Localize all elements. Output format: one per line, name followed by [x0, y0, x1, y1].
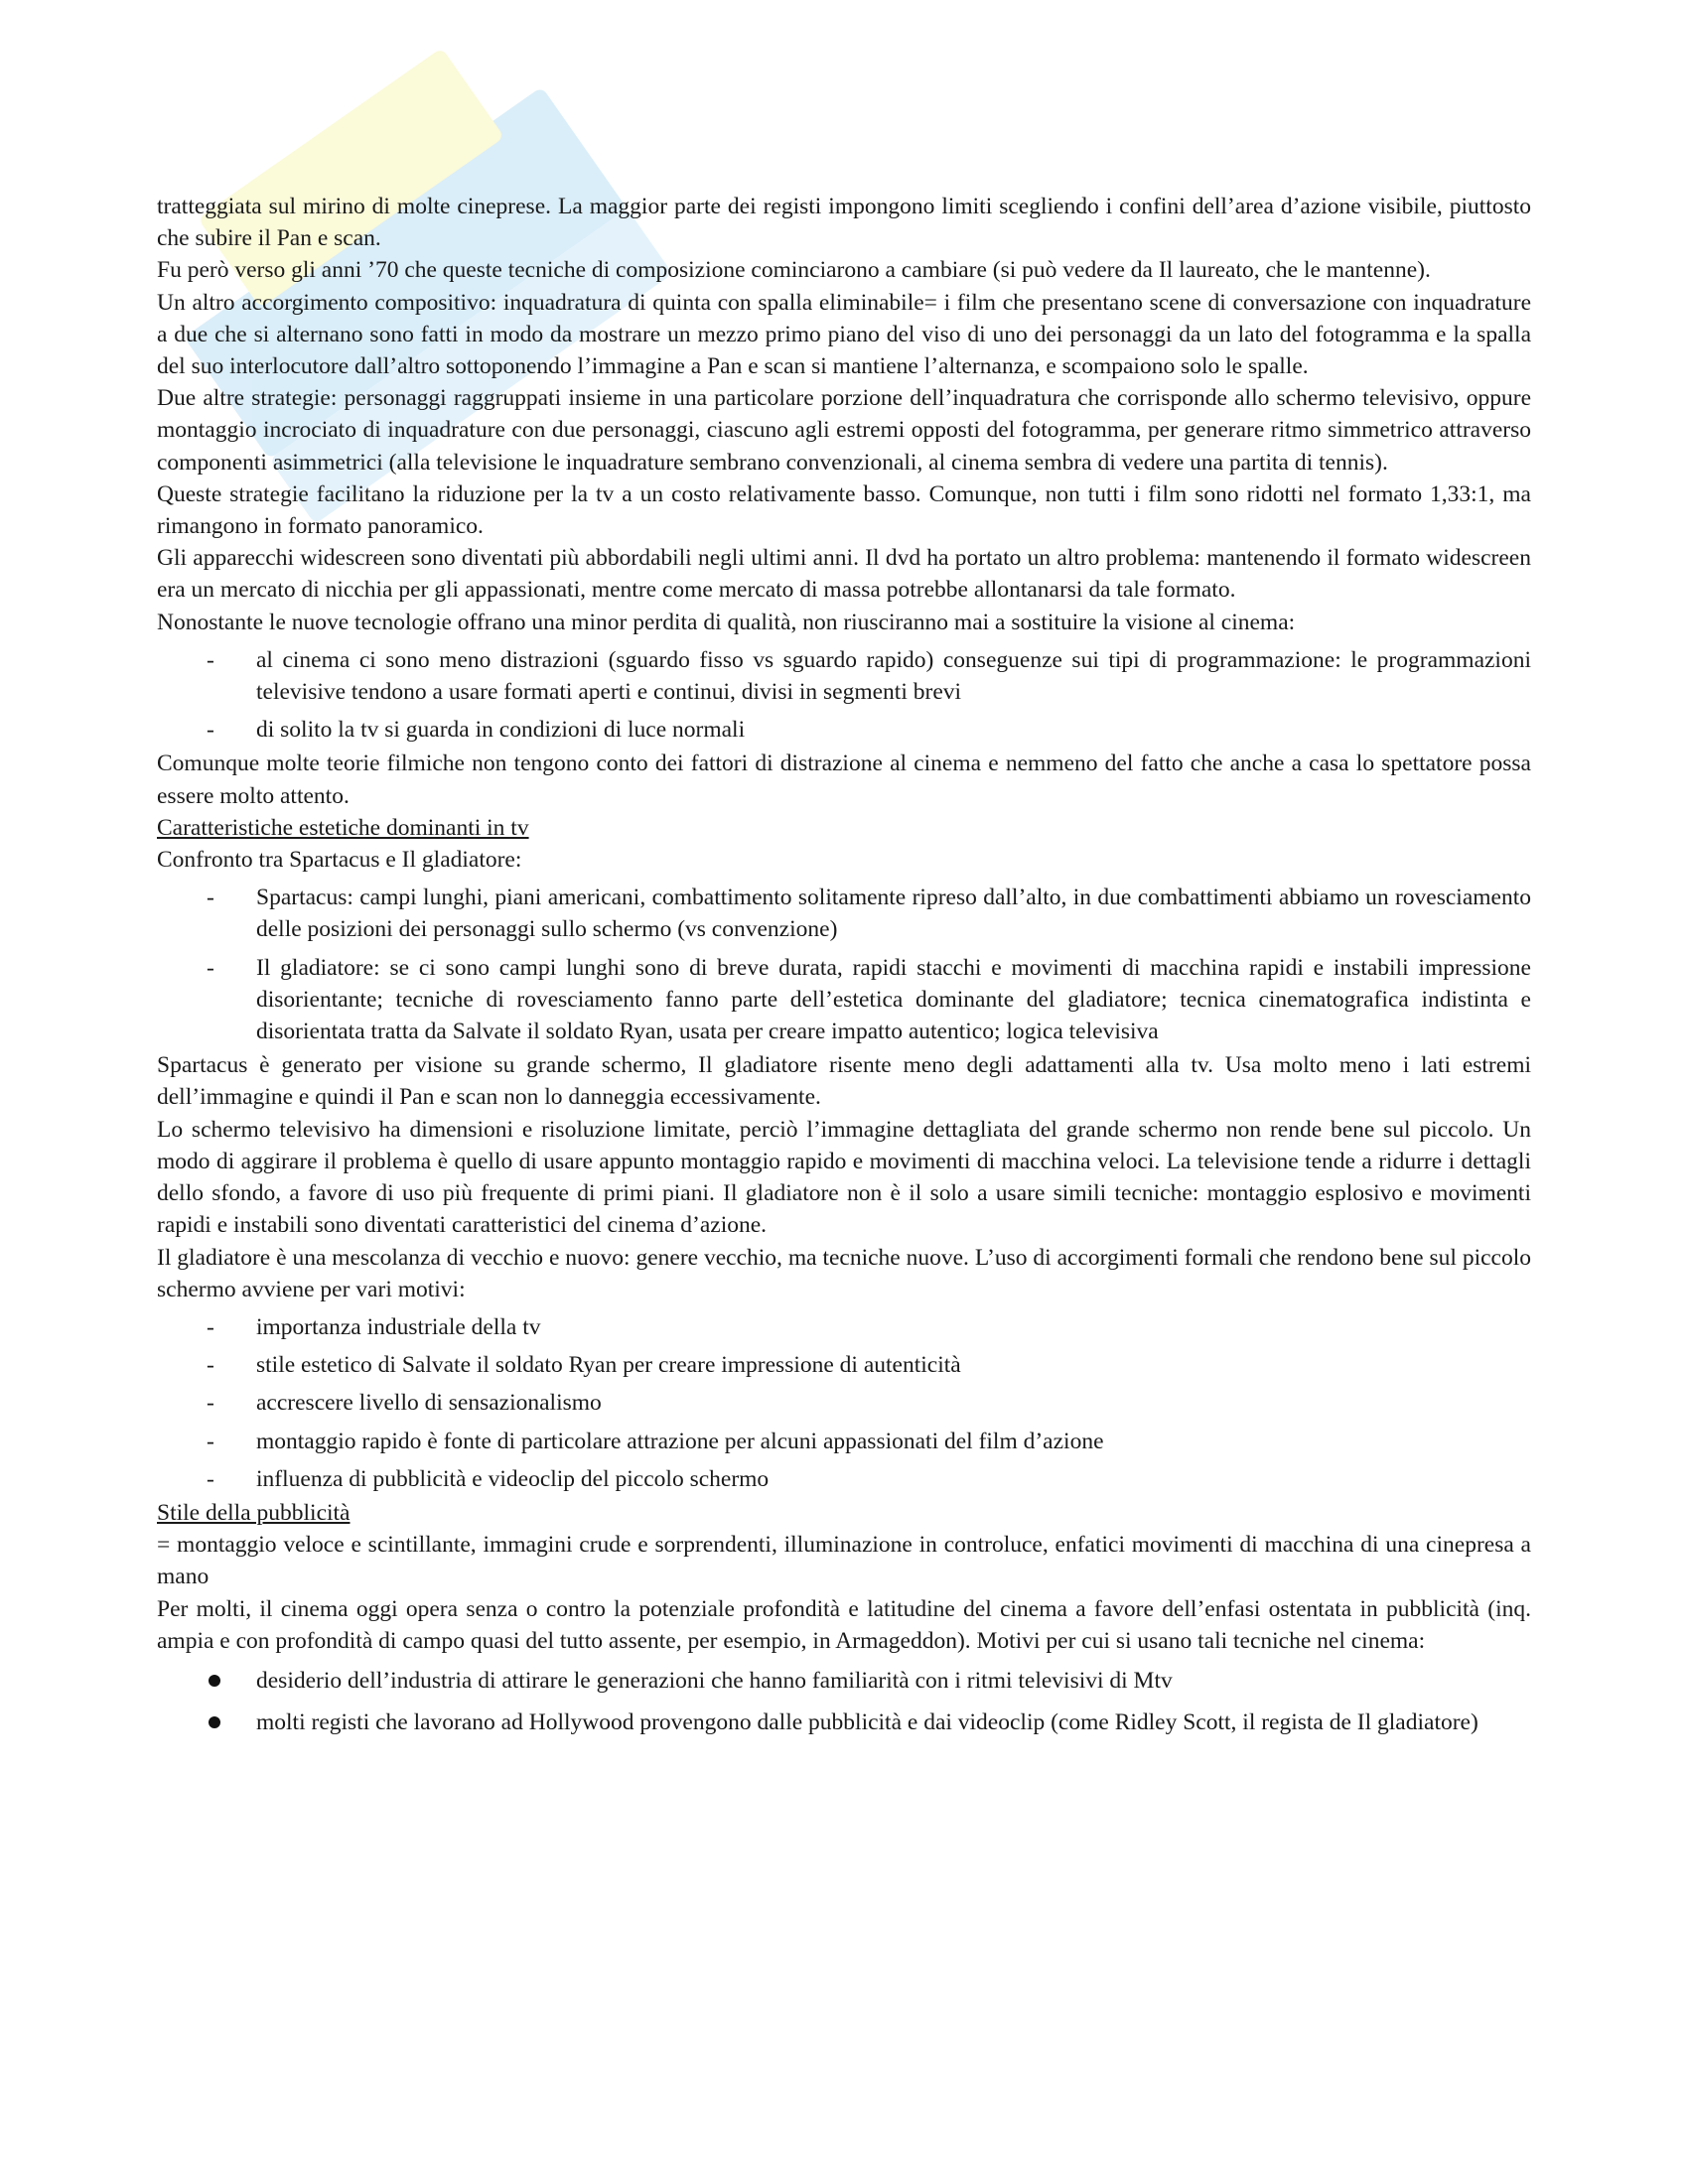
- paragraph: = montaggio veloce e scintillante, immagini crude e sorprendenti, illuminazione in controluce, enfatici movimenti di macchina di una cinepresa a mano: [157, 1532, 1531, 1590]
- list-item-text: stile estetico di Salvate il soldato Ryan per creare impressione di autenticità: [256, 1352, 961, 1379]
- paragraph: Due altre strategie: personaggi raggruppati insieme in una particolare porzione dell’inquadratura che corrisponde allo schermo televisivo, oppure montaggio incrociato di inquadrature con due personaggi, ciascuno agli estremi opposti del fotogramma, per generare ritmo simmetrico attraverso componenti asimmetrici (alla televisione le inquadrature sembrano convenzionali, al cinema sembra di vedere una partita di tennis).: [157, 385, 1531, 476]
- paragraph: Per molti, il cinema oggi opera senza o contro la potenziale profondità e latitudine del cinema a favore dell’enfasi ostentata in pubblicità (inq. ampia e con profondità di campo quasi del tutto assente, per esempio, in Armageddon). Motivi per cui si usano tali tecniche nel cinema:: [157, 1595, 1531, 1654]
- list-item-text: desiderio dell’industria di attirare le generazioni che hanno familiarità con i ritmi televisivi di Mtv: [256, 1667, 1173, 1694]
- dash-marker: [207, 882, 236, 913]
- list-item: [157, 952, 1531, 1048]
- paragraph: Confronto tra Spartacus e Il gladiatore:: [157, 847, 522, 874]
- list-item: [157, 1706, 1531, 1738]
- list-item-text: importanza industriale della tv: [256, 1313, 541, 1340]
- dash-list: [157, 1311, 1531, 1495]
- list-item-text: Spartacus: campi lunghi, piani americani, combattimento solitamente ripreso dall’alto, in due combattimenti abbiamo un rovesciamento delle posizioni dei personaggi sullo schermo (vs convenzione): [256, 885, 1531, 943]
- dash-list: [157, 882, 1531, 1047]
- list-item-text: montaggio rapido è fonte di particolare attrazione per alcuni appassionati del film d’azione: [256, 1428, 1104, 1454]
- paragraph: tratteggiata sul mirino di molte cineprese. La maggior parte dei registi impongono limiti scegliendo i confini dell’area d’azione visibile, piuttosto che subire il Pan e scan.: [157, 194, 1531, 252]
- paragraph: Queste strategie facilitano la riduzione per la tv a un costo relativamente basso. Comunque, non tutti i film sono ridotti nel formato 1,33:1, ma rimangono in formato panoramico.: [157, 480, 1531, 540]
- dash-marker: [207, 714, 236, 746]
- document-page: [157, 191, 1531, 1748]
- dash-marker: [207, 1311, 236, 1343]
- list-item: [157, 1426, 1531, 1457]
- paragraph: Un altro accorgimento compositivo: inquadratura di quinta con spalla eliminabile= i film che presentano scene di conversazione con inquadrature a due che si alternano sono fatti in modo da mostrare un mezzo primo piano del viso di uno dei personaggi da un lato del fotogramma e la spalla del suo interlocutore dall’altro sottoponendo l’immagine a Pan e scan si mantiene l’alternanza, e scompaiono solo le spalle.: [157, 289, 1531, 380]
- list-item: [157, 714, 1531, 746]
- list-item: [157, 1387, 1531, 1419]
- dash-marker: [207, 644, 236, 676]
- list-item: [157, 1311, 1531, 1343]
- bullet-icon: [209, 1716, 220, 1728]
- list-item: [157, 882, 1531, 945]
- list-item: [157, 1665, 1531, 1697]
- paragraph: Nonostante le nuove tecnologie offrano una minor perdita di qualità, non riusciranno mai a sostituire la visione al cinema:: [157, 609, 1296, 635]
- paragraph: Fu però verso gli anni ’70 che queste tecniche di composizione cominciarono a cambiare (si può vedere da Il laureato, che le mantenne).: [157, 257, 1431, 284]
- dash-marker: [207, 1463, 236, 1495]
- bullet-icon: [209, 1675, 220, 1687]
- paragraph: Il gladiatore è una mescolanza di vecchio e nuovo: genere vecchio, ma tecniche nuove. L’uso di accorgimenti formali che rendono bene sul piccolo schermo avviene per vari motivi:: [157, 1244, 1531, 1302]
- dash-marker: [207, 1387, 236, 1419]
- dash-marker: [207, 952, 236, 984]
- paragraph: Spartacus è generato per visione su grande schermo, Il gladiatore risente meno degli adattamenti alla tv. Usa molto meno i lati estremi dell’immagine e quindi il Pan e scan non lo danneggia eccessivamente.: [157, 1052, 1531, 1111]
- section-heading: Stile della pubblicità: [157, 1499, 351, 1526]
- list-item-text: di solito la tv si guarda in condizioni di luce normali: [256, 717, 746, 744]
- section-heading: Caratteristiche estetiche dominanti in tv: [157, 814, 529, 841]
- list-item-text: al cinema ci sono meno distrazioni (sguardo fisso vs sguardo rapido) conseguenze sui tipi di programmazione: le programmazioni televisive tendono a usare formati aperti e continui, divisi in segmenti brevi: [256, 646, 1531, 706]
- list-item-text: influenza di pubblicità e videoclip del piccolo schermo: [256, 1465, 770, 1492]
- list-item-text: accrescere livello di sensazionalismo: [256, 1390, 602, 1417]
- list-item-text: molti registi che lavorano ad Hollywood provengono dalle pubblicità e dai videoclip (come Ridley Scott, il regista de Il gladiatore): [256, 1709, 1478, 1736]
- bullet-list: [157, 1665, 1531, 1738]
- list-item: [157, 1349, 1531, 1381]
- list-item: [157, 1463, 1531, 1495]
- paragraph: Comunque molte teorie filmiche non tengono conto dei fattori di distrazione al cinema e nemmeno del fatto che anche a casa lo spettatore possa essere molto attento.: [157, 751, 1531, 809]
- paragraph: Lo schermo televisivo ha dimensioni e risoluzione limitate, perciò l’immagine dettagliata del grande schermo non rende bene sul piccolo. Un modo di aggirare il problema è quello di usare appunto montaggio rapido e movimenti di macchina veloci. La televisione tende a ridurre i dettagli dello sfondo, a favore di uso più frequente di primi piani. Il gladiatore non è il solo a usare simili tecniche: montaggio esplosivo e movimenti rapidi e instabili sono diventati caratteristici del cinema d’azione.: [157, 1116, 1531, 1239]
- paragraph: Gli apparecchi widescreen sono diventati più abbordabili negli ultimi anni. Il dvd ha portato un altro problema: mantenendo il formato widescreen era un mercato di nicchia per gli appassionati, mentre come mercato di massa potrebbe allontanarsi da tale formato.: [157, 545, 1531, 604]
- dash-marker: [207, 1426, 236, 1457]
- dash-list: [157, 644, 1531, 747]
- dash-marker: [207, 1349, 236, 1381]
- list-item-text: Il gladiatore: se ci sono campi lunghi sono di breve durata, rapidi stacchi e movimenti di macchina rapidi e instabili impressione disorientante; tecniche di rovesciamento fanno parte dell’estetica dominante del gladiatore; tecnica cinematografica indistinta e disorientata tratta da Salvate il soldato Ryan, usata per creare impatto autentico; logica televisiva: [256, 954, 1531, 1045]
- list-item: [157, 644, 1531, 708]
